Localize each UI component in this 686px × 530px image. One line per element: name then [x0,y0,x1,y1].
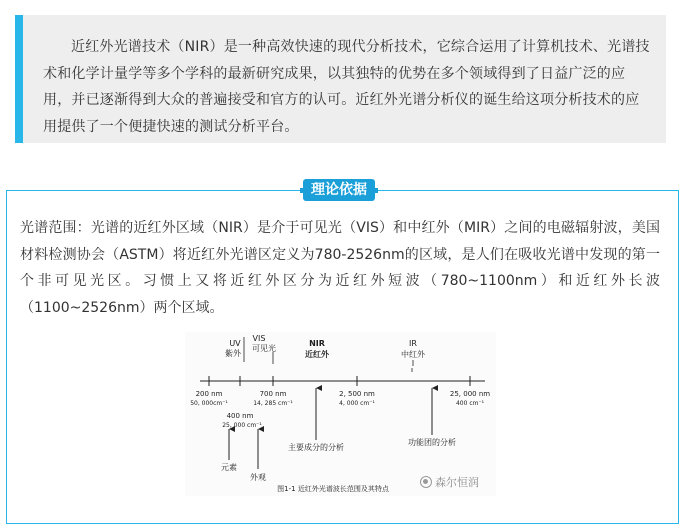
nir-zh-label: 近红外 [305,350,329,359]
tick-400-cm-label: 25, 000 cm⁻¹ [222,422,262,429]
vis-label: VIS [252,334,266,343]
appearance-label: 外观 [250,473,266,482]
main-component-label: 主要成分的分析 [288,443,344,452]
wechat-icon [420,476,432,488]
section-badge: 理论依据 [303,179,375,201]
functional-group-label: 功能团的分析 [408,438,456,447]
theory-paragraph: 光谱范围：光谱的近红外区域（NIR）是介于可见光（VIS）和中红外（MIR）之间的电磁辐射波，美国材料检测协会（ASTM）将近红外光谱区定义为780-2526nm的区域，是人们在吸收光谱中发现的第一个非可见光区。习惯上又将近红外区分为近红外短波（780~1100nm）和近红外长波（1100~2526nm）两个区域。 [20,220,660,316]
tick-200-cm-label: 50, 000cm⁻¹ [190,400,228,407]
ir-label: IR [409,339,417,348]
watermark [420,474,479,490]
intro-paragraph: 近红外光谱技术（NIR）是一种高效快速的现代分析技术，它综合运用了计算机技术、光谱技术和化学计量学等多个学科的最新研究成果，以其独特的优势在多个领域得到了日益广泛的应用，并已逐渐得到大众的普遍接受和官方的认可。近红外光谱分析仪的诞生给这项分析技术的应用提供了一个便捷快速的测试分析平台。 [43,39,650,135]
tick-25000-label: 25, 000 nm [449,390,491,398]
tick-700-cm-label: 14, 285 cm⁻¹ [253,400,293,407]
tick-2500-label: 2, 500 nm [339,390,375,398]
tick-700-label: 700 nm [259,390,287,398]
vis-zh-label: 可见光 [252,344,276,353]
tick-400-label: 400 nm [226,412,254,420]
uv-label: UV [229,339,241,348]
watermark-text: 森尔恒润 [435,476,479,489]
nir-label: NIR [309,339,325,348]
tick-200-label: 200 nm [195,390,223,398]
uv-zh-label: 紫外 [225,349,241,358]
spectrum-figure [185,332,496,496]
ir-zh-label: 中红外 [401,350,425,359]
tick-25000-cm-label: 400 cm⁻¹ [455,400,485,407]
figure-caption: 图1-1 近红外光谱波长范围及其特点 [277,485,389,493]
element-label: 元素 [221,463,237,472]
tick-2500-cm-label: 4, 000 cm⁻¹ [339,400,375,407]
spectrum-diagram [185,332,496,496]
intro-box [15,15,666,143]
